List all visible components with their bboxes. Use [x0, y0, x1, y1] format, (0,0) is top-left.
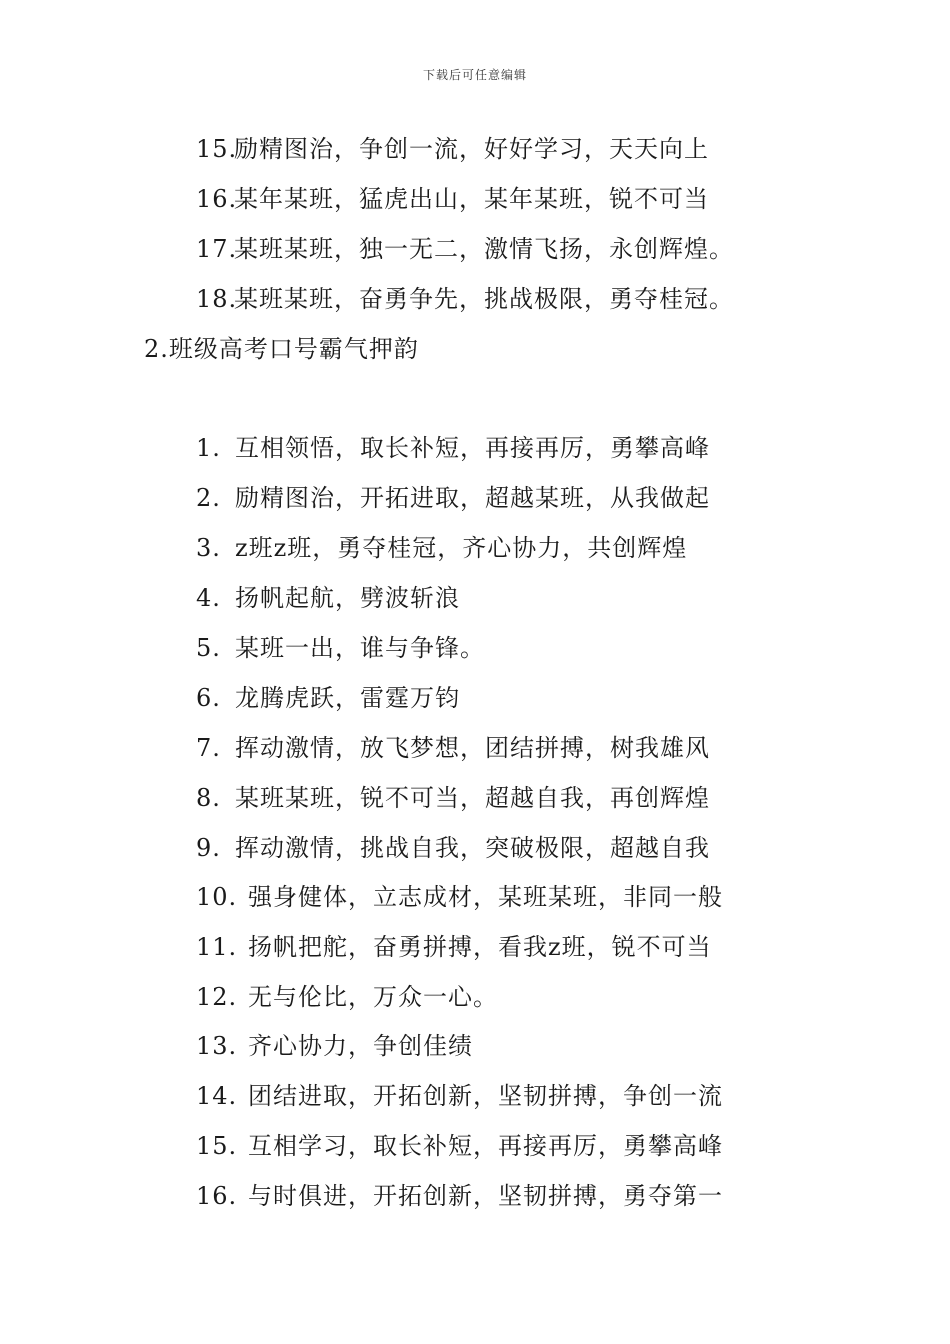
- item-number: 15.: [196, 1132, 238, 1160]
- list-item: [196, 233, 734, 265]
- item-text: z班z班，勇夺桂冠，齐心协力，共创辉煌: [235, 534, 688, 562]
- section-heading: 2.班级高考口号霸气押韵: [144, 335, 419, 363]
- list-item: [196, 782, 710, 814]
- item-text: 无与伦比，万众一心。: [248, 983, 498, 1011]
- list-item: [196, 1180, 723, 1212]
- item-text: 某班某班，锐不可当，超越自我，再创辉煌: [235, 784, 710, 812]
- item-number: 14.: [196, 1082, 238, 1110]
- item-text: 挥动激情，挑战自我，突破极限，超越自我: [235, 834, 710, 862]
- item-number: 6.: [196, 684, 221, 712]
- item-number: 11.: [196, 933, 238, 961]
- item-text: 扬帆起航，劈波斩浪: [235, 584, 460, 612]
- item-text: 团结进取，开拓创新，坚韧拼搏，争创一流: [248, 1082, 723, 1110]
- item-text: 互相领悟，取长补短，再接再厉，勇攀高峰: [235, 434, 710, 462]
- item-number: 10.: [196, 883, 238, 911]
- item-text: 互相学习，取长补短，再接再厉，勇攀高峰: [248, 1132, 723, 1160]
- list-item: [196, 682, 460, 714]
- list-item: [196, 832, 710, 864]
- item-text: 励精图治，争创一流，好好学习，天天向上: [234, 135, 709, 163]
- list-item: [196, 283, 734, 315]
- item-text: 某班一出，谁与争锋。: [235, 634, 485, 662]
- item-number: 9.: [196, 834, 221, 862]
- item-number: 2.: [196, 484, 221, 512]
- list-item: [196, 632, 485, 664]
- item-number: 18.: [196, 285, 238, 313]
- list-item: [196, 931, 712, 963]
- item-number: 16.: [196, 185, 238, 213]
- item-number: 4.: [196, 584, 221, 612]
- item-number: 16.: [196, 1182, 238, 1210]
- list-item: [196, 133, 709, 165]
- item-number: 7.: [196, 734, 221, 762]
- list-item: [196, 183, 709, 215]
- item-number: 5.: [196, 634, 221, 662]
- item-text: 强身健体，立志成材，某班某班，非同一般: [248, 883, 723, 911]
- list-item: [196, 582, 460, 614]
- item-number: 12.: [196, 983, 238, 1011]
- item-number: 17.: [196, 235, 238, 263]
- list-item: [196, 1080, 723, 1112]
- item-text: 某班某班，独一无二，激情飞扬，永创辉煌。: [234, 235, 734, 263]
- item-text: 某年某班，猛虎出山，某年某班，锐不可当: [234, 185, 709, 213]
- page-header-note: 下载后可任意编辑: [422, 68, 527, 82]
- list-item: [196, 981, 498, 1013]
- list-item: [196, 1130, 723, 1162]
- item-text: 励精图治，开拓进取，超越某班，从我做起: [235, 484, 710, 512]
- list-item: [196, 482, 710, 514]
- list-item: [196, 732, 710, 764]
- item-text: 扬帆把舵，奋勇拼搏，看我z班，锐不可当: [248, 933, 712, 961]
- item-text: 龙腾虎跃，雷霆万钧: [235, 684, 460, 712]
- list-item: [196, 1030, 473, 1062]
- item-text: 挥动激情，放飞梦想，团结拼搏，树我雄风: [235, 734, 710, 762]
- item-text: 某班某班，奋勇争先，挑战极限，勇夺桂冠。: [234, 285, 734, 313]
- item-text: 与时俱进，开拓创新，坚韧拼搏，勇夺第一: [248, 1182, 723, 1210]
- item-number: 8.: [196, 784, 221, 812]
- item-number: 1.: [196, 434, 221, 462]
- list-item: [196, 432, 710, 464]
- list-item: [196, 881, 723, 913]
- item-number: 3.: [196, 534, 221, 562]
- item-text: 齐心协力，争创佳绩: [248, 1032, 473, 1060]
- item-number: 15.: [196, 135, 238, 163]
- item-number: 13.: [196, 1032, 238, 1060]
- list-item: [196, 532, 687, 564]
